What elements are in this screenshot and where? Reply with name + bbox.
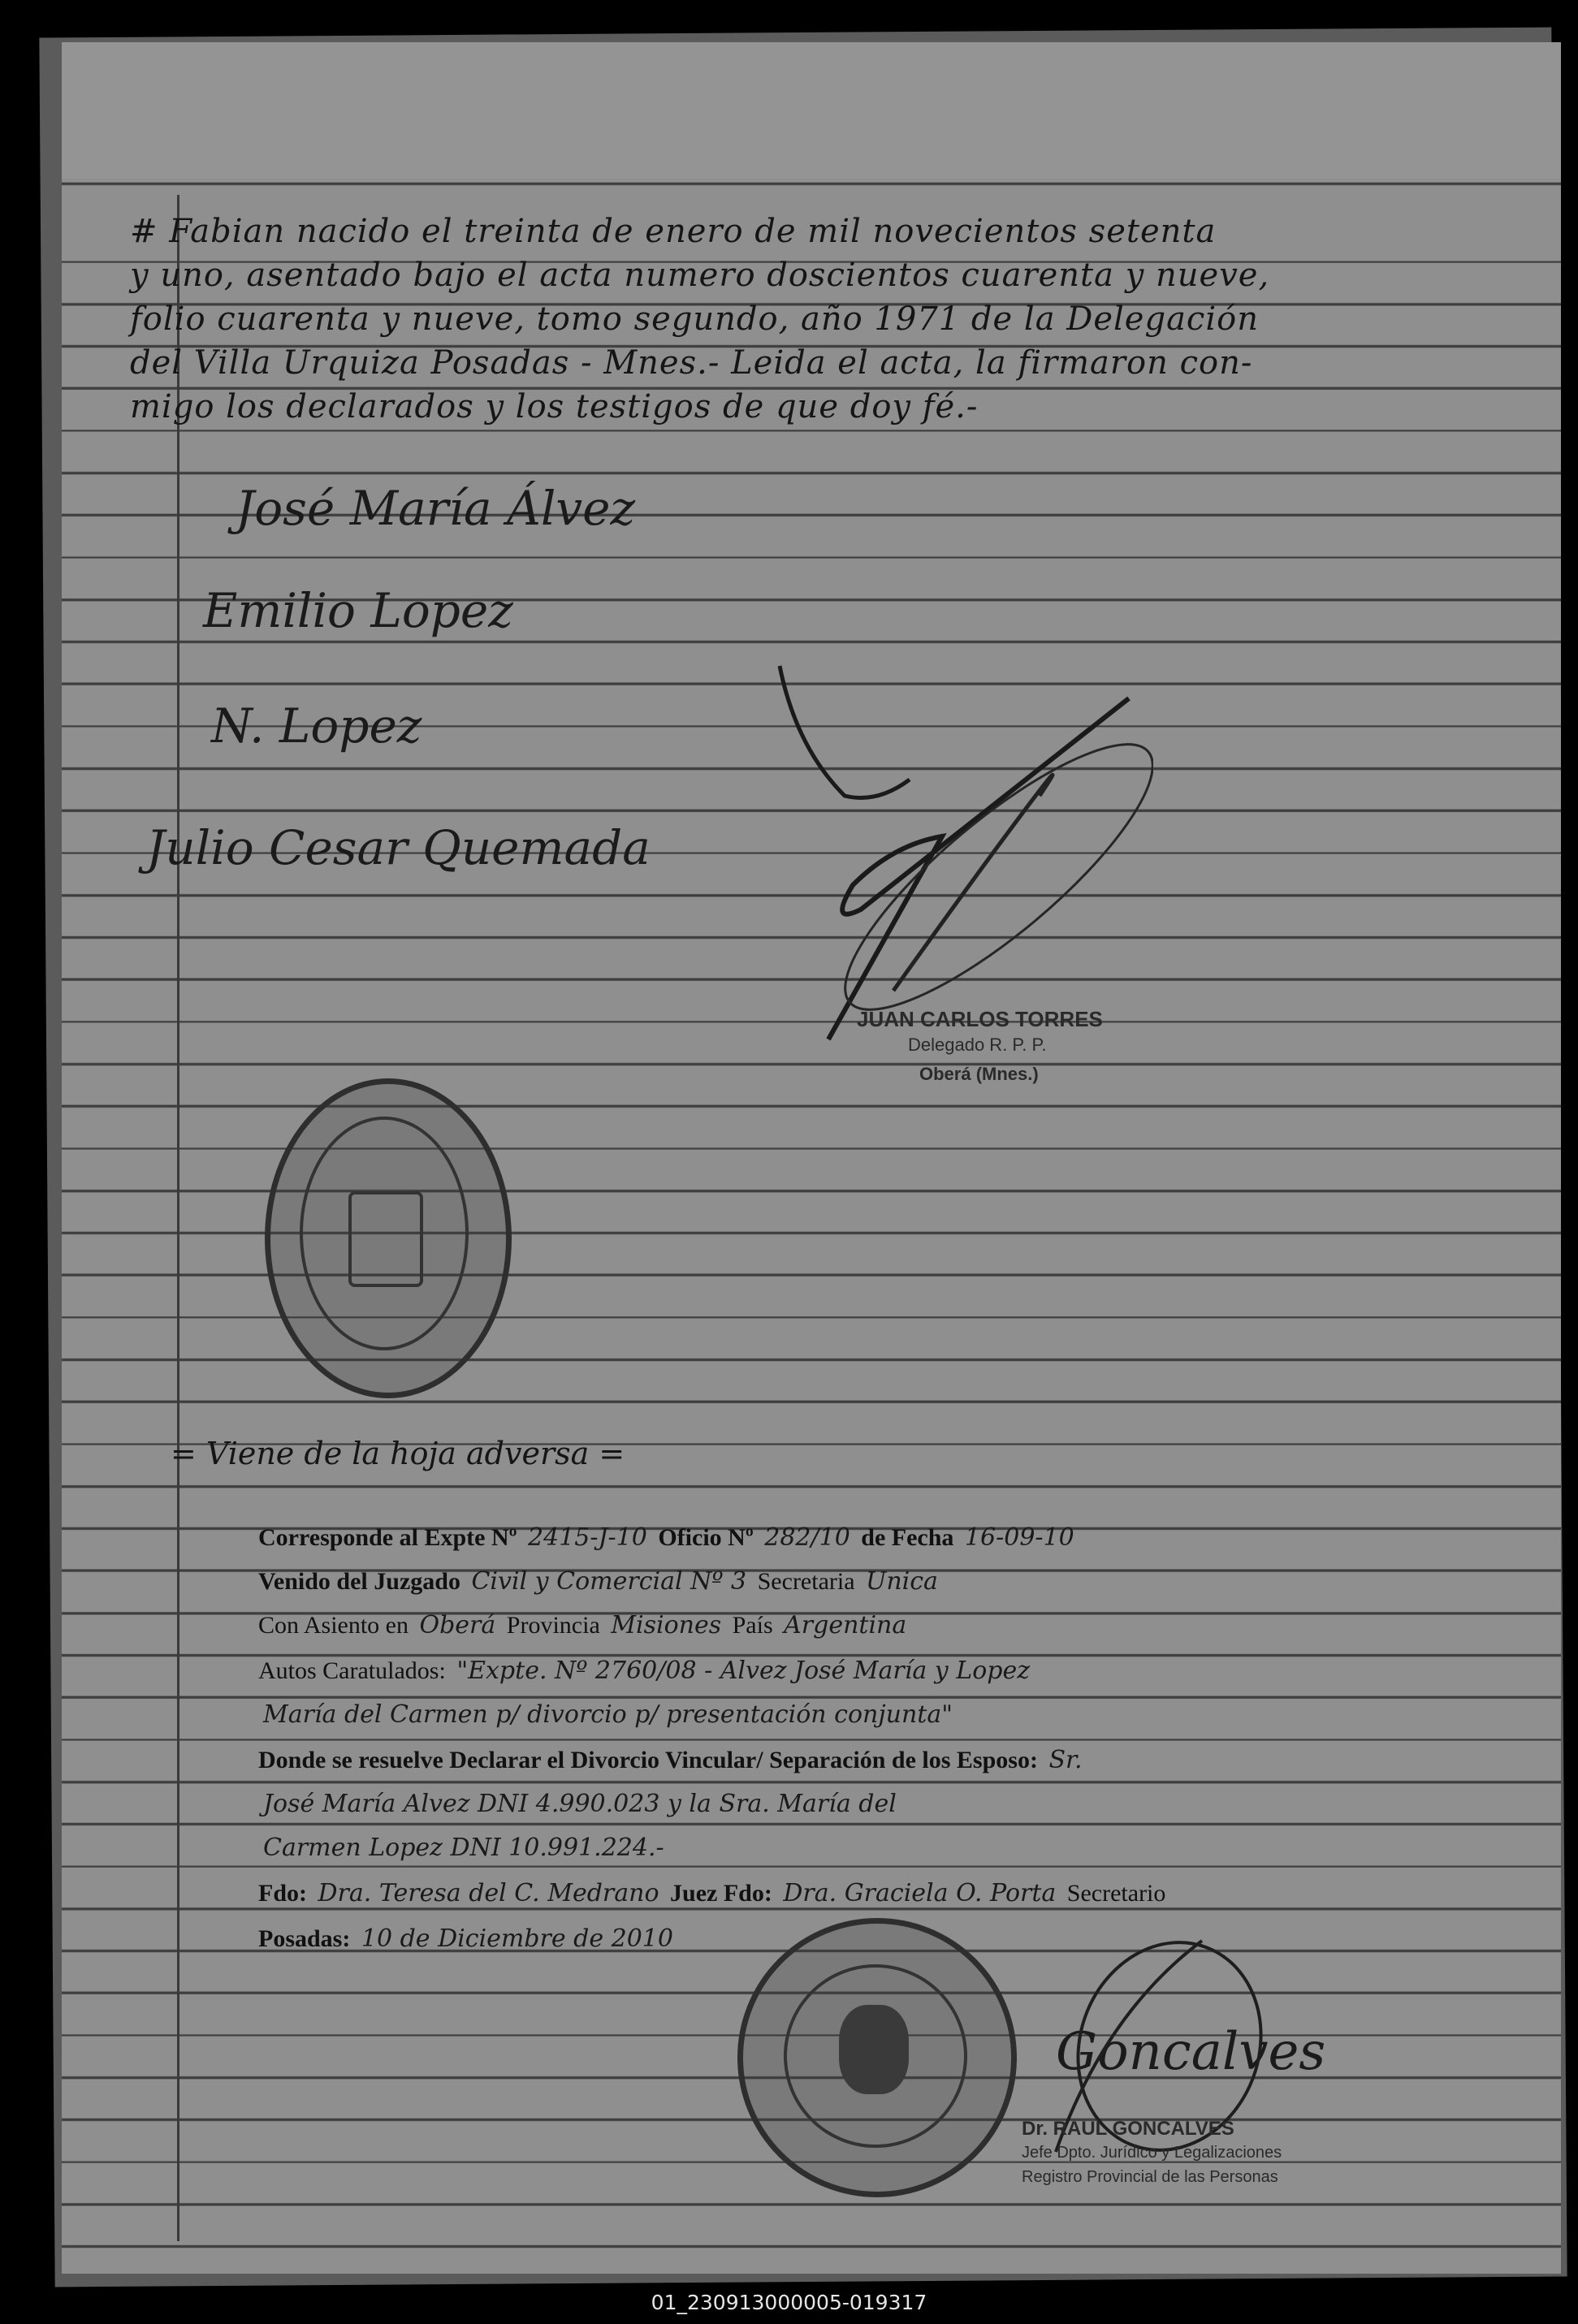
form-row-autos-2 [258,1700,958,1729]
official-office: Registro Provincial de las Personas [1022,2168,1278,2186]
form-row-expte [258,1523,1079,1552]
official-seal-left [265,1078,512,1398]
posadas-value: 10 de Diciembre de 2010 [361,1924,673,1953]
autos-label: Autos Caratulados: [258,1657,446,1684]
fdo-juez-value: Dra. Teresa del C. Medrano [318,1879,659,1907]
donde-value-0: Sr. [1048,1746,1083,1774]
fecha-label: de Fecha [861,1524,954,1551]
image-id-caption: 01_230913000005-019317 [651,2291,927,2314]
form-row-donde-2 [258,1790,901,1818]
delegate-name: JUAN CARLOS TORRES [857,1007,1103,1031]
provincia-value: Misiones [611,1611,722,1639]
fecha-value: 16-09-10 [964,1523,1074,1552]
signature-3: N. Lopez [211,698,422,754]
official-signature: Goncalves [1056,2022,1326,2082]
asiento-value: Oberá [419,1611,496,1639]
oficio-value: 282/10 [764,1523,850,1552]
form-row-asiento [258,1611,911,1639]
form-row-posadas [258,1924,678,1953]
handwritten-line-3: folio cuarenta y nueve, tomo segundo, año 1971 de la Delegación [130,300,1259,338]
secretario-label: Secretario [1066,1880,1166,1907]
donde-label: Donde se resuelve Declarar el Divorcio Vincular/ Separación de los Esposo: [258,1747,1038,1773]
handwritten-line-2: y uno, asentado bajo el acta numero doscientos cuarenta y nueve, [130,257,1270,294]
form-row-fdo [258,1879,1165,1907]
autos-value-1: "Expte. Nº 2760/08 - Alvez José María y Lopez [456,1657,1031,1685]
juez-label: Juez Fdo: [670,1880,772,1907]
signature-1: José María Álvez [236,481,636,536]
asiento-label: Con Asiento en [258,1612,409,1639]
donde-value-2: Carmen Lopez DNI 10.991.224.- [263,1834,664,1862]
provincia-label: Provincia [506,1612,600,1639]
page-top-margin [62,42,1561,179]
secretaria-label: Secretaria [757,1568,855,1595]
margin-rule [177,195,179,2241]
autos-value-2: María del Carmen p/ divorcio p/ presentación conjunta" [263,1700,953,1729]
official-role: Jefe Dpto. Jurídico y Legalizaciones [1022,2144,1282,2162]
official-name: Dr. RAUL GONCALVES [1022,2118,1234,2140]
fdo-sec-value: Dra. Graciela O. Porta [783,1879,1057,1907]
form-row-donde [258,1746,1087,1774]
form-row-autos [258,1657,1035,1685]
handwritten-line-4: del Villa Urquiza Posadas - Mnes.- Leida el acta, la firmaron con- [130,344,1253,382]
signature-2: Emilio Lopez [203,583,513,638]
delegate-role: Delegado R. P. P. [908,1035,1047,1055]
posadas-label: Posadas: [258,1925,351,1952]
pais-label: País [732,1612,773,1639]
fdo-label: Fdo: [258,1880,307,1907]
expte-label: Corresponde al Expte Nº [258,1524,517,1551]
form-row-juzgado [258,1567,943,1596]
donde-value-1: José María Alvez DNI 4.990.023 y la Sra. María del [263,1790,897,1818]
expte-value: 2415-J-10 [528,1523,647,1552]
handwritten-line-5: migo los declarados y los testigos de que doy fé.- [130,388,979,425]
juzgado-label: Venido del Juzgado [258,1568,460,1595]
juzgado-value: Civil y Comercial Nº 3 [471,1567,747,1596]
form-row-donde-3 [258,1834,669,1862]
secretaria-value: Unica [866,1567,938,1596]
signature-4: Julio Cesar Quemada [146,820,651,875]
oficio-label: Oficio Nº [658,1524,754,1551]
handwritten-line-1: # Fabian nacido el treinta de enero de mil novecientos setenta [130,213,1217,250]
continued-note: = Viene de la hoja adversa = [171,1436,625,1471]
registry-seal [737,1918,1017,2197]
pais-value: Argentina [784,1611,907,1639]
delegate-place: Oberá (Mnes.) [919,1064,1039,1084]
